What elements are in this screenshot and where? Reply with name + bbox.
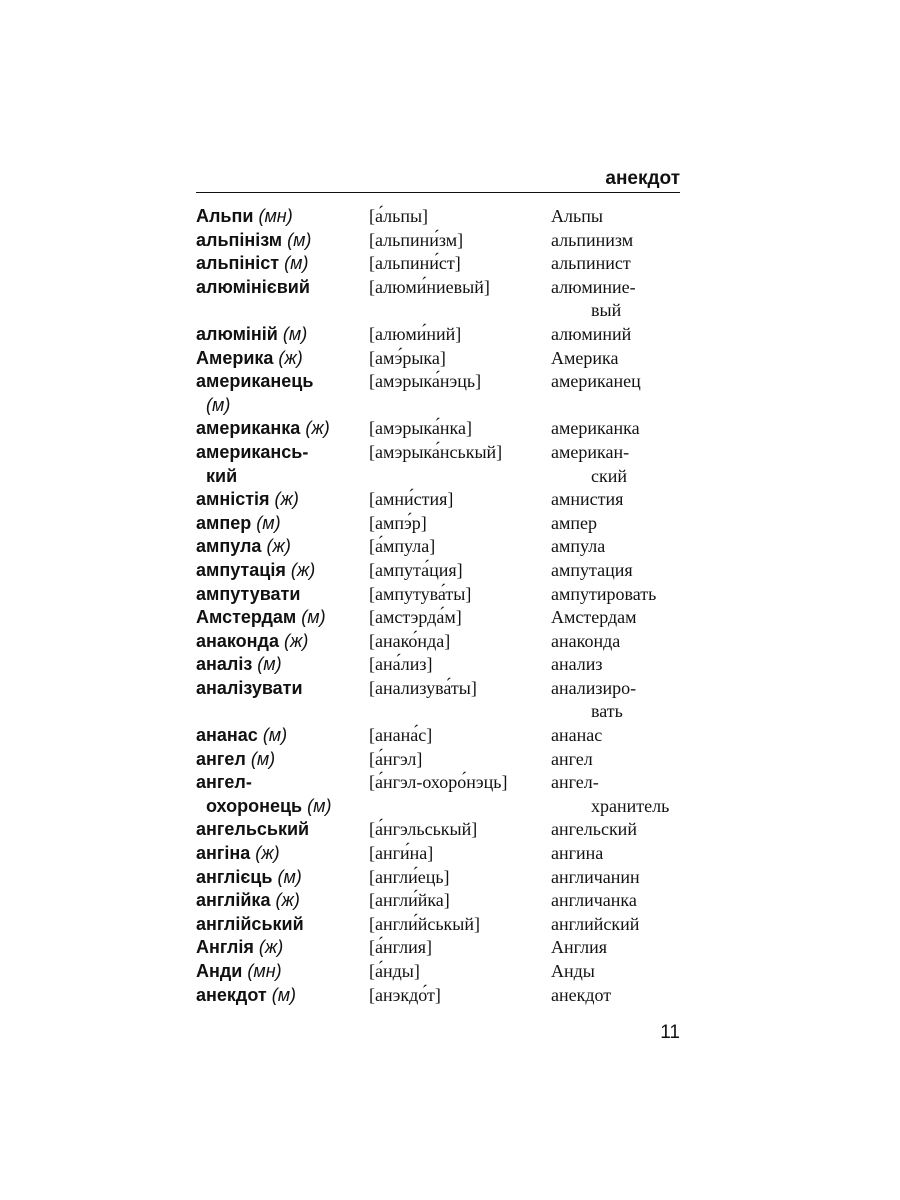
- transliteration: [амэрыка́нськый]: [369, 441, 503, 462]
- grammar-label: (м): [277, 866, 302, 887]
- russian-equivalent: ангел-: [551, 772, 599, 793]
- ukrainian-column: [196, 276, 369, 300]
- russian-column: [551, 441, 680, 488]
- headword: англійка: [196, 890, 271, 911]
- ukrainian-column: [196, 889, 369, 913]
- ukrainian-column: [196, 842, 369, 866]
- russian-equivalent-continuation: ский: [591, 465, 627, 486]
- transliteration: [анализува́ты]: [369, 677, 477, 698]
- transliteration: [а́нды]: [369, 961, 420, 981]
- ukrainian-column: [196, 512, 369, 536]
- transliteration: [амэрыка́нэць]: [369, 371, 482, 392]
- russian-column: [551, 512, 680, 536]
- russian-column: [551, 748, 680, 772]
- russian-equivalent: Англия: [551, 937, 607, 958]
- headword-continuation: кий: [206, 465, 238, 486]
- headword: Анди: [196, 961, 243, 981]
- russian-equivalent: альпинист: [551, 253, 631, 274]
- russian-equivalent: американка: [551, 418, 640, 439]
- dictionary-entry: [196, 818, 680, 842]
- russian-equivalent: англичанин: [551, 866, 640, 887]
- russian-column: [551, 913, 680, 937]
- russian-column: [551, 276, 680, 323]
- russian-column: [551, 559, 680, 583]
- transliteration: [а́льпы]: [369, 206, 429, 226]
- transliteration: [алюми́ниевый]: [369, 276, 490, 297]
- russian-column: [551, 889, 680, 913]
- grammar-label: (ж): [283, 630, 309, 651]
- grammar-label: (мн): [258, 206, 293, 226]
- russian-column: [551, 936, 680, 960]
- headword: альпінізм: [196, 229, 283, 250]
- dictionary-entry: [196, 936, 680, 960]
- dictionary-entry: [196, 417, 680, 441]
- transliteration: [англи́ець]: [369, 866, 450, 887]
- headword: Амстердам: [196, 607, 297, 628]
- grammar-label: (м): [307, 795, 332, 816]
- grammar-label: (м): [284, 253, 309, 274]
- transliteration: [алюми́ний]: [369, 323, 462, 344]
- ukrainian-column: [196, 441, 369, 488]
- dictionary-entry: [196, 559, 680, 583]
- ukrainian-column: [196, 771, 369, 818]
- russian-column: [551, 842, 680, 866]
- russian-equivalent: ампула: [551, 536, 606, 557]
- grammar-label: (м): [250, 748, 276, 769]
- ukrainian-column: [196, 535, 369, 559]
- headword: ананас: [196, 725, 258, 746]
- russian-column: [551, 370, 680, 394]
- transliteration: [а́нгэл]: [369, 748, 423, 769]
- headword: алюміній: [196, 323, 278, 344]
- grammar-label: (ж): [255, 843, 280, 864]
- headword: американка: [196, 418, 301, 439]
- russian-equivalent: анекдот: [551, 984, 612, 1005]
- grammar-label: (мн): [247, 961, 282, 981]
- grammar-label: (ж): [290, 559, 316, 580]
- dictionary-entry: [196, 512, 680, 536]
- transliteration: [а́мпула]: [369, 536, 436, 557]
- russian-column: [551, 252, 680, 276]
- dictionary-entry: [196, 535, 680, 559]
- ukrainian-column: [196, 370, 369, 417]
- russian-equivalent: ампутация: [551, 559, 633, 580]
- headword: ангіна: [196, 843, 251, 864]
- russian-equivalent: англичанка: [551, 890, 637, 911]
- ukrainian-column: [196, 936, 369, 960]
- transliteration: [амэрыка́нка]: [369, 418, 472, 439]
- dictionary-entry: [196, 677, 680, 724]
- russian-column: [551, 606, 680, 630]
- headword: американець: [196, 371, 314, 392]
- dictionary-entry: [196, 347, 680, 371]
- russian-equivalent-continuation: вать: [591, 701, 623, 722]
- headword: амністія: [196, 489, 270, 510]
- dictionary-entry: [196, 370, 680, 417]
- russian-column: [551, 866, 680, 890]
- transliteration: [амни́стия]: [369, 489, 454, 510]
- russian-column: [551, 417, 680, 441]
- transliteration: [альпини́зм]: [369, 229, 464, 250]
- transliteration: [амстэрда́м]: [369, 607, 462, 628]
- dictionary-entry: [196, 960, 680, 984]
- russian-column: [551, 984, 680, 1008]
- headword-continuation: охоронець: [206, 795, 303, 816]
- russian-equivalent-continuation: вый: [591, 300, 622, 321]
- ukrainian-column: [196, 205, 369, 229]
- grammar-label: (м): [282, 323, 308, 344]
- headword: анекдот: [196, 984, 267, 1005]
- russian-column: [551, 630, 680, 654]
- grammar-label: (м): [256, 512, 281, 533]
- russian-column: [551, 229, 680, 253]
- dictionary-page: [196, 168, 680, 1007]
- russian-equivalent: Амстердам: [551, 607, 637, 628]
- transliteration: [ана́лиз]: [369, 654, 433, 675]
- transliteration: [а́нгэл-охоро́нэць]: [369, 772, 508, 793]
- headword: ангел: [196, 748, 246, 769]
- russian-column: [551, 488, 680, 512]
- russian-equivalent: ананас: [551, 725, 603, 746]
- dictionary-entry: [196, 842, 680, 866]
- grammar-label: (ж): [274, 489, 299, 510]
- russian-equivalent: амнистия: [551, 489, 624, 510]
- grammar-label: (м): [262, 725, 288, 746]
- grammar-label: (м): [287, 229, 312, 250]
- ukrainian-column: [196, 653, 369, 677]
- ukrainian-column: [196, 677, 369, 701]
- headword: ампула: [196, 536, 262, 557]
- russian-column: [551, 653, 680, 677]
- headword: альпініст: [196, 253, 280, 274]
- ukrainian-column: [196, 818, 369, 842]
- russian-equivalent: алюминий: [551, 323, 632, 344]
- headword: ангел-: [196, 772, 252, 793]
- transliteration: [анана́с]: [369, 725, 433, 746]
- dictionary-entry: [196, 229, 680, 253]
- ukrainian-column: [196, 724, 369, 748]
- dictionary-entry: [196, 606, 680, 630]
- headword: ампер: [196, 512, 252, 533]
- dictionary-entry: [196, 488, 680, 512]
- grammar-label: (м): [206, 394, 231, 415]
- russian-equivalent: Анды: [551, 961, 595, 981]
- russian-equivalent: альпинизм: [551, 229, 634, 250]
- transliteration: [ампута́ция]: [369, 559, 463, 580]
- dictionary-entry: [196, 984, 680, 1008]
- dictionary-entry: [196, 653, 680, 677]
- headword: аналізувати: [196, 677, 303, 698]
- russian-equivalent: американец: [551, 371, 641, 392]
- dictionary-entry: [196, 630, 680, 654]
- grammar-label: (ж): [266, 536, 291, 557]
- russian-column: [551, 535, 680, 559]
- transliteration: [альпини́ст]: [369, 253, 461, 274]
- transliteration: [а́нглия]: [369, 937, 432, 958]
- ukrainian-column: [196, 866, 369, 890]
- headword: ампутація: [196, 559, 286, 580]
- headword: Америка: [196, 347, 274, 368]
- transliteration: [англи́йськый]: [369, 913, 480, 934]
- grammar-label: (ж): [258, 937, 284, 958]
- dictionary-entry: [196, 323, 680, 347]
- russian-equivalent: ангельский: [551, 819, 637, 840]
- transliteration: [анэкдо́т]: [369, 984, 441, 1005]
- grammar-label: (м): [257, 654, 282, 675]
- ukrainian-column: [196, 347, 369, 371]
- headword: алюмінієвий: [196, 276, 310, 297]
- ukrainian-column: [196, 984, 369, 1008]
- russian-equivalent: ампер: [551, 512, 598, 533]
- russian-equivalent: американ-: [551, 441, 630, 462]
- ukrainian-column: [196, 960, 369, 984]
- transliteration: [анги́на]: [369, 843, 434, 864]
- transliteration: [а́нгэльськый]: [369, 819, 478, 840]
- ukrainian-column: [196, 323, 369, 347]
- russian-column: [551, 771, 680, 818]
- transliteration: [ампутува́ты]: [369, 583, 472, 604]
- transliteration: [ампэ́р]: [369, 512, 427, 533]
- russian-equivalent: Альпы: [551, 206, 603, 226]
- russian-equivalent: анализ: [551, 654, 603, 675]
- russian-column: [551, 724, 680, 748]
- russian-equivalent: английский: [551, 913, 640, 934]
- ukrainian-column: [196, 748, 369, 772]
- russian-equivalent: Америка: [551, 347, 619, 368]
- transliteration: [анако́нда]: [369, 630, 451, 651]
- ukrainian-column: [196, 488, 369, 512]
- headword: ангельський: [196, 819, 310, 840]
- russian-equivalent-continuation: хранитель: [591, 795, 670, 816]
- entry-list: [196, 205, 680, 1007]
- russian-equivalent: ангина: [551, 843, 604, 864]
- russian-column: [551, 960, 680, 984]
- russian-column: [551, 205, 680, 229]
- header-rule: [196, 192, 680, 193]
- grammar-label: (м): [271, 984, 297, 1005]
- transliteration: [амэ́рыка]: [369, 347, 446, 368]
- dictionary-entry: [196, 771, 680, 818]
- dictionary-entry: [196, 276, 680, 323]
- ukrainian-column: [196, 559, 369, 583]
- ukrainian-column: [196, 583, 369, 607]
- ukrainian-column: [196, 630, 369, 654]
- grammar-label: (ж): [305, 418, 330, 439]
- dictionary-entry: [196, 866, 680, 890]
- headword: американсь-: [196, 441, 309, 462]
- russian-equivalent: алюминие-: [551, 276, 636, 297]
- headword: аналіз: [196, 654, 253, 675]
- dictionary-entry: [196, 205, 680, 229]
- dictionary-entry: [196, 913, 680, 937]
- dictionary-entry: [196, 724, 680, 748]
- dictionary-entry: [196, 583, 680, 607]
- dictionary-entry: [196, 441, 680, 488]
- ukrainian-column: [196, 913, 369, 937]
- headword: анаконда: [196, 630, 279, 651]
- dictionary-entry: [196, 889, 680, 913]
- headword: Альпи: [196, 206, 254, 226]
- ukrainian-column: [196, 606, 369, 630]
- dictionary-entry: [196, 748, 680, 772]
- ukrainian-column: [196, 252, 369, 276]
- russian-column: [551, 818, 680, 842]
- ukrainian-column: [196, 229, 369, 253]
- russian-equivalent: ампутировать: [551, 583, 657, 604]
- transliteration: [англи́йка]: [369, 890, 450, 911]
- russian-column: [551, 347, 680, 371]
- russian-equivalent: анаконда: [551, 630, 621, 651]
- headword: Англія: [196, 937, 254, 958]
- russian-equivalent: ангел: [551, 748, 593, 769]
- headword: ампутувати: [196, 583, 301, 604]
- russian-column: [551, 677, 680, 724]
- russian-column: [551, 583, 680, 607]
- grammar-label: (м): [301, 607, 326, 628]
- running-head: анекдот: [605, 168, 680, 189]
- headword: англійський: [196, 913, 304, 934]
- ukrainian-column: [196, 417, 369, 441]
- grammar-label: (ж): [278, 347, 303, 368]
- page-number: 11: [660, 1022, 680, 1043]
- grammar-label: (ж): [275, 890, 300, 911]
- russian-equivalent: анализиро-: [551, 677, 637, 698]
- headword: англієць: [196, 866, 273, 887]
- dictionary-entry: [196, 252, 680, 276]
- russian-column: [551, 323, 680, 347]
